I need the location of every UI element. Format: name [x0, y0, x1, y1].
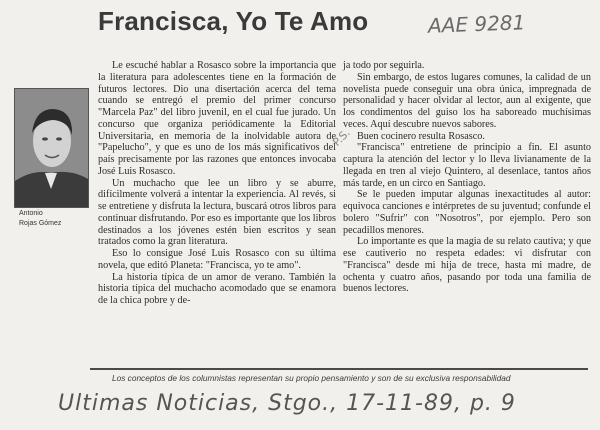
paragraph: Un muchacho que lee un libro y se aburre, difícilmente volverá a intentar la experiencia. Al revés, si se entretiene y disfruta la lectura, buscará otros libros para continuar disfrutando. Por eso es importante que los libros destinados a los jóvenes estén bien escritos y sean tratados como la gran literatura.: [98, 177, 336, 248]
paragraph: Lo importante es que la magia de su relato cautiva; y que ese cautiverio no respeta edades: vi disfrutar con "Francisca" desde mi hija de trece, hasta mi madre, de ochenta y cuatro años, pasando por toda una familia de buenos lectores.: [343, 236, 591, 295]
paragraph: Buen cocinero resulta Rosasco.: [357, 130, 485, 142]
paragraph: Sin embargo, de estos lugares comunes, la calidad de un novelista puede conseguir una obra única, impregnada de personalidad y hacer olvidar al lector, aun al exigente, que los condimentos del guiso los ha saboreado muchísimas veces. Aquí descubre nuevos sabores.: [343, 71, 591, 130]
article-title: Francisca, Yo Te Amo: [98, 6, 369, 36]
source-handwriting: Ultimas Noticias, Stgo., 17-11-89, p. 9: [58, 391, 516, 416]
photo-caption-line1: Antonio: [19, 210, 43, 217]
paragraph: Eso lo consigue José Luis Rosasco con su última novela, que editó Planeta: "Francisca, yo te amo".: [98, 248, 336, 271]
paragraph: "Francisca" entretiene de principio a fin. El asunto captura la atención del lector y lo lleva livianamente de la llegada en tren al viejo Quintero, al desenlace, tantos años más tarde, en un circo en Santiago.: [343, 142, 591, 189]
photo-caption-line2: Rojas Gómez: [19, 220, 62, 227]
author-photo: [14, 88, 89, 208]
author-portrait-image: [15, 89, 88, 207]
photo-caption: [19, 209, 61, 229]
paragraph: Le escuché hablar a Rosasco sobre la importancia que la literatura para adolescentes tiene en la formación de futuros lectores. Dio una disertación acerca del tema cuando se entregó el premio del primer concurso "Marcela Paz" del libro juvenil, en el cual fue jurado. Un concurso que organiza periódicamente la Editorial Universitaria, en memoria de la inolvidable autora de "Papelucho", y que es uno de los más significativos del país precisamente por las razones que entonces invocaba José Luis Rosasco.: [98, 60, 336, 177]
columnist-disclaimer: Los conceptos de los columnistas representan su propio pensamiento y son de su exclusiva responsabilidad: [112, 373, 511, 383]
margin-mark: P.S.: [330, 126, 353, 149]
article-column-2: [343, 60, 591, 295]
paragraph: Se le pueden imputar algunas inexactitudes al autor: equivoca canciones e intérpretes de su juventud; confunde el bolero "Sufrir" con "Nosotros", por ejemplo. Pero son pecadillos menores.: [343, 189, 591, 236]
paragraph: La historia típica de un amor de verano. También la historia típica del muchacho acomodado que se enamora de la chica pobre y de-: [98, 271, 336, 306]
archive-code-handwriting: AAE 9281: [427, 10, 526, 38]
paragraph-continuation: ja todo por seguirla.: [343, 60, 425, 71]
article-column-1: [98, 60, 336, 307]
footer-rule: [90, 368, 588, 370]
